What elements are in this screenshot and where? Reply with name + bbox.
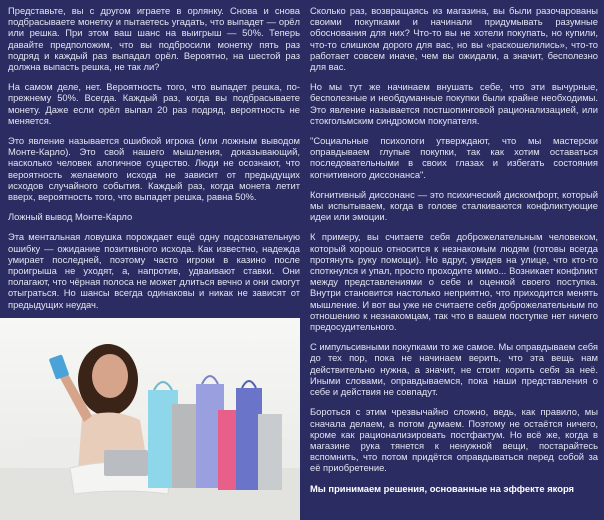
paragraph: С импульсивными покупками то же самое. Мы оправдываем себя до тех пор, пока не начинаем верить, что эта вещь нам действительно нужна, а значит, не стоит корить себя за неё. Иными словами, оправдываемся, пока наши представления о себе и действия не совпадут.: [310, 341, 598, 398]
photo-illustration: [0, 318, 300, 520]
paragraph: Но мы тут же начинаем внушать себе, что эти вычурные, бесполезные и необдуманные покупки были крайне необходимы. Это явление называется постшопинговой рационализацией, или стокгольмским синдромом покупателя.: [310, 81, 598, 126]
laptop: [104, 450, 148, 476]
paragraph: Бороться с этим чрезвычайно сложно, ведь, как правило, мы сначала делаем, а потом думаем. Поэтому не остаётся ничего, кроме как рационализировать постфактум. Но всё же, когда в магазине рука тянется к ненужной вещи, постарайтесь вспомнить, что потом придётся оправдываться перед собой за её приобретение.: [310, 406, 598, 474]
paragraph: Представьте, вы с другом играете в орлянку. Снова и снова подбрасываете монетку и пытаетесь угадать, что выпадет — орёл или решка. При этом ваш шанс на выигрыш — 50%. Теперь давайте предположим, что вы подбросили монетку пять раз подряд и каждый раз выпадал орёл. Вероятно, на шестой раз должна выпасть решка, не так ли?: [8, 5, 300, 73]
right-column: [310, 0, 598, 503]
paragraph: К примеру, вы считаете себя доброжелательным человеком, который хорошо относится к незнакомым людям (готовы всегда протянуть руку помощи). Но вдруг, увидев на улице, что кто-то споткнулся и упал, просто проходите мимо... Возникает конфликт между представлениями о себе и оценкой своего поступка. Внутри становится настолько неприятно, что приходится менять мышление. И вот вы уже не считаете себя доброжелательным по отношению к незнакомцам, так что в вашем поступке нет ничего предосудительного.: [310, 231, 598, 333]
paragraph: На самом деле, нет. Вероятность того, что выпадет решка, по-прежнему 50%. Всегда. Каждый раз, когда вы подбрасываете монету. Даже если орёл выпал 20 раз подряд, вероятность не меняется.: [8, 81, 300, 126]
paragraph: Сколько раз, возвращаясь из магазина, вы были разочарованы своими покупками и начинали придумывать разумные обоснования для них? Что-то вы не хотели покупать, но купили, что-то слишком дорого для вас, но вы «раскошелились», что-то работает совсем иначе, чем вы ожидали, а значит, бесполезно для вас.: [310, 5, 598, 73]
paragraph: Эта ментальная ловушка порождает ещё одну подсознательную ошибку — ожидание позитивного исхода. Как известно, надежда умирает последней, поэтому часто игроки в казино после проигрыша не уходят, а, напротив, удваивают ставки. Они полагают, что чёрная полоса не может длиться вечно и они смогут отыграться. Но шансы всегда одинаковы и никак не зависят от предыдущих неудач.: [8, 231, 300, 310]
shopping-bag: [258, 414, 282, 490]
left-column: [8, 0, 300, 339]
subheading: Ложный вывод Монте-Карло: [8, 211, 133, 223]
shopping-woman-photo: [0, 318, 300, 520]
section-heading: Мы принимаем решения, основанные на эффекте якоря: [310, 482, 575, 494]
shopping-bag: [172, 404, 200, 488]
paragraph: Это явление называется ошибкой игрока (или ложным выводом Монте-Карло). Это свой нашего мышления, доказывающий, насколько человек алогичное существо. Люди не осознают, что вероятность желаемого исхода не зависит от предыдущих исходов случайного события. Каждый раз, когда монета летит вверх, вероятность того, что выпадет решка, равна 50%.: [8, 135, 300, 203]
quote: "Социальные психологи утверждают, что мы мастерски оправдываем глупые покупки, так как хотим оставаться последовательными в своих глазах и избегать состояния когнитивного диссонанса".: [310, 135, 598, 180]
paragraph: Когнитивный диссонанс — это психический дискомфорт, который мы испытываем, когда в голове сталкиваются конфликтующие идеи или эмоции.: [310, 188, 598, 223]
face: [92, 354, 128, 398]
